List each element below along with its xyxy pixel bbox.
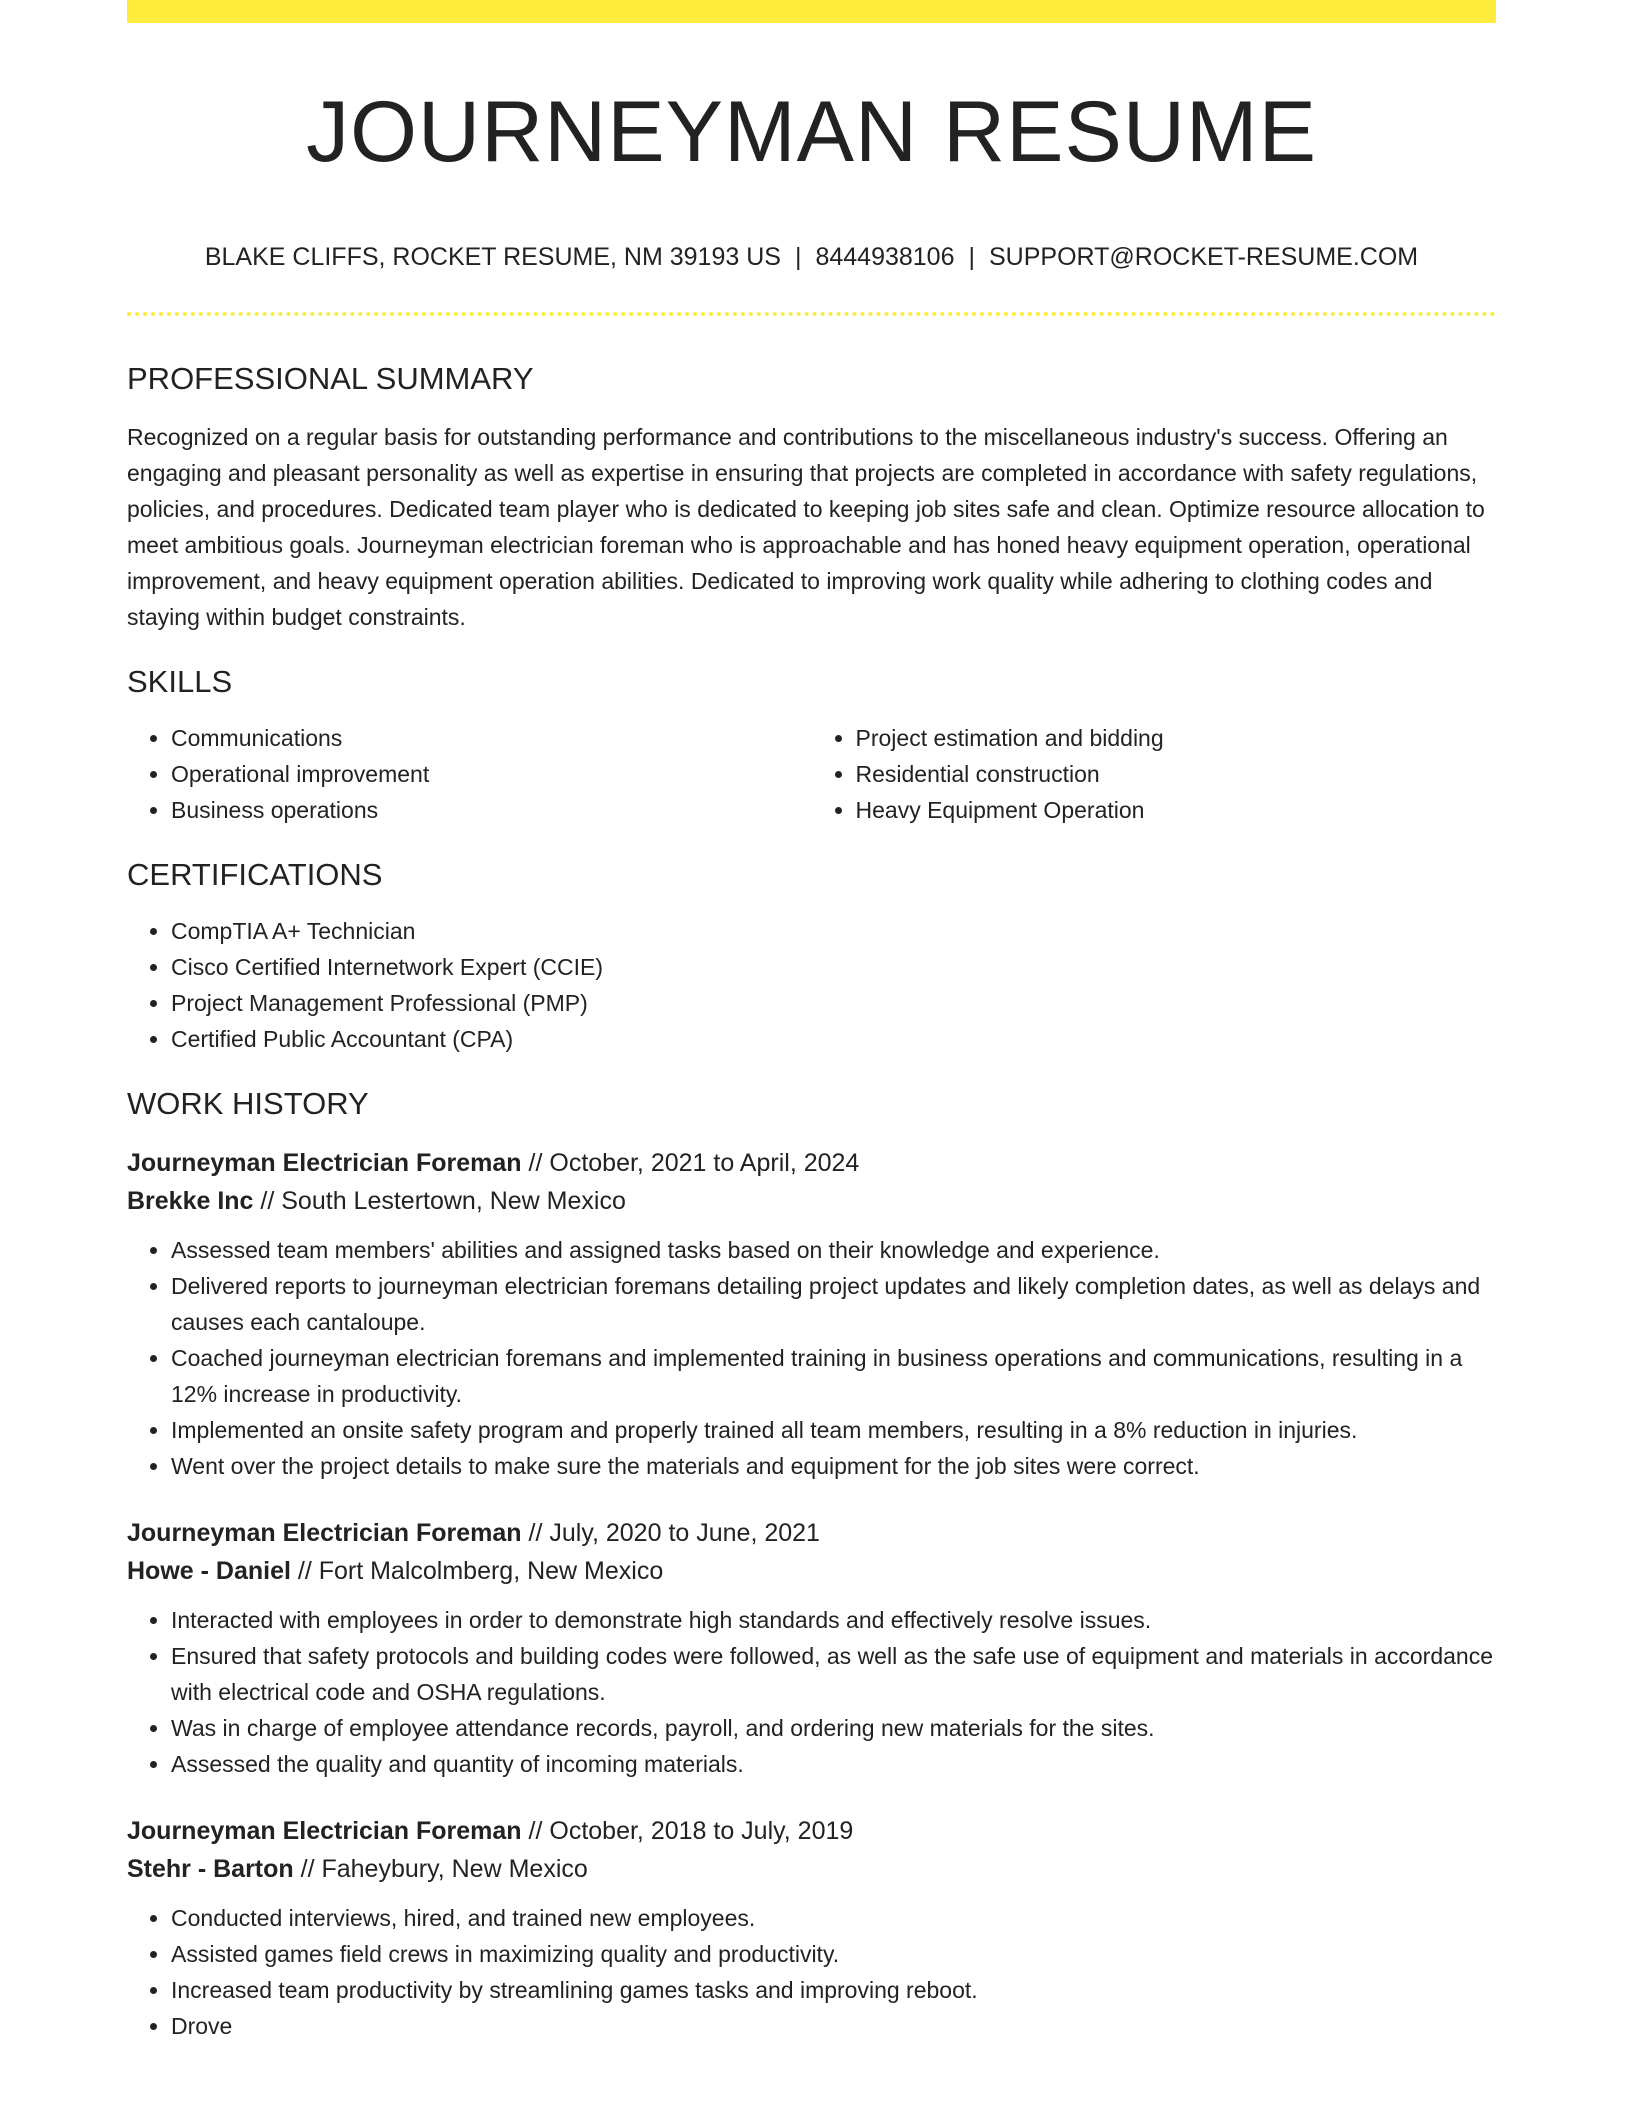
- skills-list: [127, 720, 1496, 828]
- certification-item: • CompTIA A+ Technician: [171, 913, 1496, 949]
- job-company-line: [127, 1850, 1496, 1888]
- skill-item: • Project estimation and bidding: [856, 720, 1497, 756]
- job-bullets: [127, 1900, 1496, 2044]
- job-bullet: • Assessed the quality and quantity of incoming materials.: [171, 1746, 1496, 1782]
- skill-item: • Communications: [171, 720, 812, 756]
- job-bullet: • Went over the project details to make sure the materials and equipment for the job sites were correct.: [171, 1448, 1496, 1484]
- certifications-list: [127, 913, 1496, 1057]
- work-history-heading: WORK HISTORY: [127, 1086, 369, 1122]
- job-bullet: • Interacted with employees in order to demonstrate high standards and effectively resolve issues.: [171, 1602, 1496, 1638]
- job-dates: // July, 2020 to June, 2021: [528, 1519, 820, 1548]
- job-dates: // October, 2021 to April, 2024: [528, 1149, 860, 1178]
- job-company: Brekke Inc: [127, 1187, 254, 1216]
- job-bullet: • Assessed team members' abilities and assigned tasks based on their knowledge and experience.: [171, 1232, 1496, 1268]
- job-bullet: • Delivered reports to journeyman electrician foremans detailing project updates and likely completion dates, as well as delays and causes each cantaloupe.: [171, 1268, 1496, 1340]
- job-bullet: • Coached journeyman electrician foremans and implemented training in business operations and communications, resulting in a 12% increase in productivity.: [171, 1340, 1496, 1412]
- accent-bar: [127, 0, 1496, 23]
- skills-column-left: [127, 720, 812, 828]
- summary-heading: PROFESSIONAL SUMMARY: [127, 360, 534, 396]
- job-bullet: • Was in charge of employee attendance records, payroll, and ordering new materials for the sites.: [171, 1710, 1496, 1746]
- job-bullets: [127, 1602, 1496, 1782]
- job-title: Journeyman Electrician Foreman: [127, 1149, 522, 1178]
- skill-item: • Heavy Equipment Operation: [856, 792, 1497, 828]
- contact-phone: 8444938106: [815, 242, 955, 271]
- job-entry: [127, 1144, 1496, 1484]
- job-entry: [127, 1514, 1496, 1782]
- contact-separator: |: [794, 242, 802, 271]
- job-company: Howe - Daniel: [127, 1557, 291, 1586]
- certification-item: • Certified Public Accountant (CPA): [171, 1021, 1496, 1057]
- skill-item: • Business operations: [171, 792, 812, 828]
- skills-column-right: [812, 720, 1497, 828]
- job-title: Journeyman Electrician Foreman: [127, 1519, 522, 1548]
- certification-item: • Cisco Certified Internetwork Expert (CCIE): [171, 949, 1496, 985]
- job-bullet: • Ensured that safety protocols and building codes were followed, as well as the safe use of equipment and materials in accordance with electrical code and OSHA regulations.: [171, 1638, 1496, 1710]
- certifications-heading: CERTIFICATIONS: [127, 856, 383, 892]
- job-company: Stehr - Barton: [127, 1855, 294, 1884]
- resume-page: [127, 0, 1496, 2044]
- job-bullets: [127, 1232, 1496, 1484]
- job-location: // Faheybury, New Mexico: [300, 1855, 588, 1884]
- resume-title: JOURNEYMAN RESUME: [306, 84, 1317, 180]
- contact-line: [127, 242, 1496, 272]
- contact-email: SUPPORT@ROCKET-RESUME.COM: [989, 242, 1419, 271]
- skill-item: • Residential construction: [856, 756, 1497, 792]
- job-title-line: [127, 1514, 1496, 1552]
- dotted-divider: [127, 312, 1496, 316]
- job-title-line: [127, 1812, 1496, 1850]
- job-title-line: [127, 1144, 1496, 1182]
- job-bullet: • Increased team productivity by streamlining games tasks and improving reboot.: [171, 1972, 1496, 2008]
- job-title: Journeyman Electrician Foreman: [127, 1817, 522, 1846]
- contact-separator: |: [968, 242, 975, 271]
- job-dates: // October, 2018 to July, 2019: [528, 1817, 854, 1846]
- job-company-line: [127, 1182, 1496, 1220]
- job-bullet: • Assisted games field crews in maximizing quality and productivity.: [171, 1936, 1496, 1972]
- skills-heading: SKILLS: [127, 663, 233, 699]
- skill-item: • Operational improvement: [171, 756, 812, 792]
- job-bullet: • Implemented an onsite safety program and properly trained all team members, resulting in a 8% reduction in injuries.: [171, 1412, 1496, 1448]
- job-location: // South Lestertown, New Mexico: [260, 1187, 626, 1216]
- job-entry: [127, 1812, 1496, 2044]
- summary-text: Recognized on a regular basis for outstanding performance and contributions to the miscellaneous industry's success. Offering an engaging and pleasant personality as well as expertise in ensuring that projects are completed in accordance with safety regulations, policies, and procedures. Dedicated team player who is dedicated to keeping job sites safe and clean. Optimize resource allocation to meet ambitious goals. Journeyman electrician foreman who is approachable and has honed heavy equipment operation, operational improvement, and heavy equipment operation abilities. Dedicated to improving work quality while adhering to clothing codes and staying within budget constraints.: [127, 423, 1485, 630]
- job-bullet: • Conducted interviews, hired, and trained new employees.: [171, 1900, 1496, 1936]
- job-company-line: [127, 1552, 1496, 1590]
- job-bullet: • Drove: [171, 2008, 1496, 2044]
- contact-address: BLAKE CLIFFS, ROCKET RESUME, NM 39193 US: [204, 242, 781, 271]
- certification-item: • Project Management Professional (PMP): [171, 985, 1496, 1021]
- job-location: // Fort Malcolmberg, New Mexico: [297, 1557, 664, 1586]
